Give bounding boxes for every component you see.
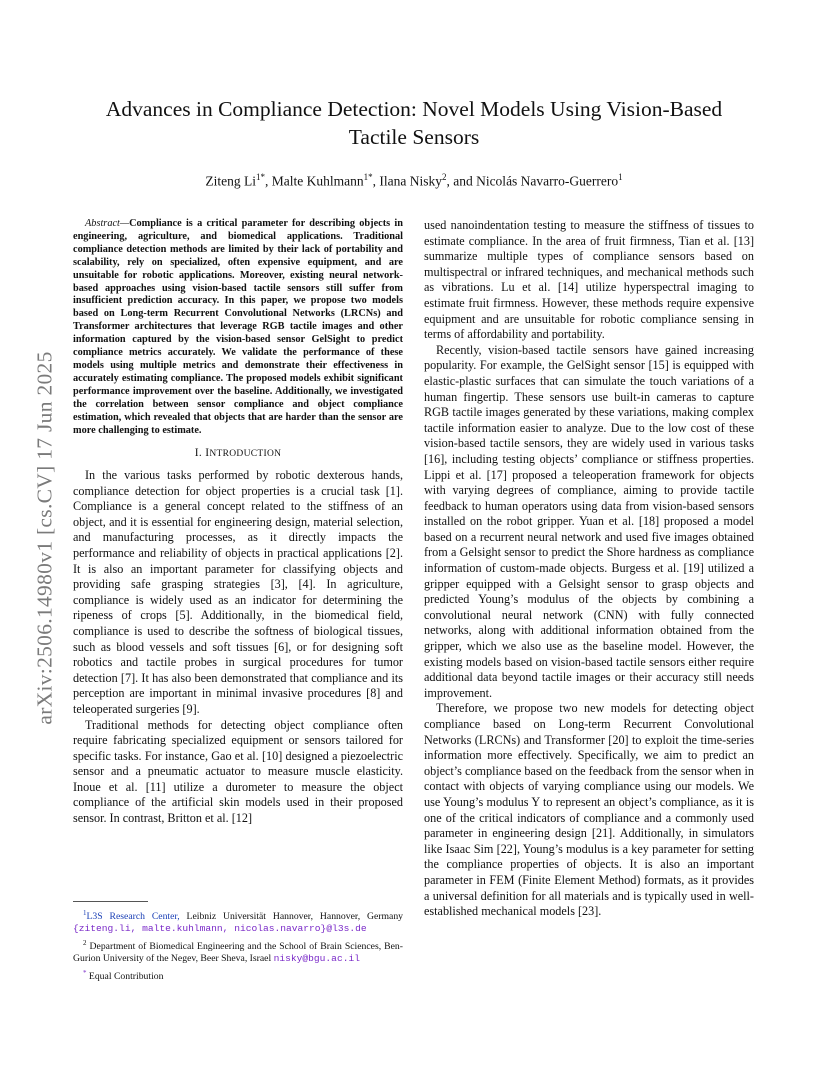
footnote-address: Leibniz Universität Hannover, Hannover, Germany [186, 911, 404, 923]
paragraph: In the various tasks performed by robotic dexterous hands, compliance detection for object properties is a crucial task [1]. Compliance is a general concept related to the stiffness of an object, and it is essential for engineering design, material selection, and manufacturing processes, as it directly impacts the performance and reliability of objects in practical applications [2]. It is also an important parameter for classifying objects and providing safe grasping strategies [3], [4]. In agriculture, compliance is widely used as an indicator for determining the ripeness of crops [5]. Additionally, in the biomedical field, compliance is used to describe the softness of biological tissues, such as blood vessels and soft tissues [6], or for designing soft robotics and tactile probes in surgical procedures for tumor detection [7]. It has also been demonstrated that compliance and its perception are important in minimal invasive procedures [8] and teleoperated surgeries [9]. [73, 468, 403, 716]
left-column [73, 218, 403, 827]
email-link[interactable]: nisky@bgu.ac.il [273, 953, 360, 965]
author-affiliation: 2 [441, 172, 447, 182]
author-name: Ilana Nisky [379, 173, 442, 189]
section-title-initial: I [205, 447, 210, 460]
paper-title: Advances in Compliance Detection: Novel Models Using Vision-Based Tactile Sensors [105, 97, 723, 149]
author-affiliation: 1* [363, 172, 373, 182]
footnote-text: Equal Contribution [88, 971, 164, 983]
footnote-rule [73, 901, 148, 902]
abstract-text: Compliance is a critical parameter for describing objects in engineering, agriculture, and biomedical applications. Traditional compliance detection methods are limited by their lack of portability and scalability, rely on specialized, often expensive equipment, and are unsuitable for robotic applications. Moreover, existing neural network-based approaches using vision-based tactile sensors still suffer from insufficient prediction accuracy. In this paper, we propose two models based on Long-term Recurrent Convolutional Networks (LRCNs) and Transformer architectures that leverage RGB tactile images and other information captured by the vision-based sensor GelSight to predict compliance metrics accurately. We validate the performance of these models using multiple metrics and demonstrate their effectiveness in accurately estimating compliance. The proposed models exhibit significant performance improvement over the baseline. Additionally, we investigated the correlation between sensor compliance and object compliance estimation, which revealed that objects that are harder than the sensor are more challenging to estimate. [73, 218, 403, 436]
footnotes [73, 907, 403, 986]
footnote-mark: * [83, 969, 87, 978]
footnote-equal [73, 967, 403, 983]
footnote-affiliation-2 [73, 937, 403, 965]
author-name: and Nicolás Navarro-Guerrero [453, 173, 619, 189]
org-link[interactable]: L3S Research Center, [86, 911, 180, 923]
arxiv-stamp-text: arXiv:2506.14980v1 [cs.CV] 17 Jun 2025 [32, 350, 57, 725]
author-name: Ziteng Li [205, 173, 256, 189]
paragraph: Recently, vision-based tactile sensors have gained increasing popularity. For example, the GelSight sensor [15] is equipped with elastic-plastic surfaces that can simulate the touch variations of a human fingertip. These sensors use built-in cameras to capture RGB tactile images generated by these variations, making complex tactile information easier to analyze. Due to the low cost of these vision-based tactile sensors, they are widely used in various tasks [16], including testing objects’ compliance or stiffness properties. Lippi et al. [17] proposed a teleoperation framework for objects with varying degrees of compliance, aiming to provide tactile feedback to human operators using data from vision-based sensors installed on the robot gripper. Yuan et al. [18] proposed a model based on a recurrent neural network and used five images obtained from a Gelsight sensor to predict the Shore hardness as compliance information of custom-made objects. Burgess et al. [19] utilized a gripper equipped with a Gelsight sensor to grasp objects and predicted Young’s modulus of the objects by combining a convolutional neural network (CNN) with fully connected networks, along with additional information obtained from the gripper, which we also use as the baseline model. However, the existing models based on vision-based tactile sensors either require additional data beyond tactile images or their accuracy still needs improvement. [424, 342, 754, 700]
author-affiliation: 1* [255, 172, 265, 182]
section-number: I. [194, 447, 203, 460]
paragraph: Traditional methods for detecting object compliance often require fabricating specialized equipment or sensors tailored for specific tasks. For instance, Gao et al. [10] designed a piezoelectric sensor and a pneumatic actuator to measure muscle elasticity. Inoue et al. [11] utilize a durometer to measure the object compliance of the artificial skin models used in their proposed sensor. In contrast, Britton et al. [12] [73, 717, 403, 826]
right-column [424, 218, 754, 920]
section-heading [73, 446, 403, 463]
author-name: Malte Kuhlmann [271, 173, 364, 189]
abstract-label: Abstract— [85, 218, 130, 229]
footnote-text: Department of Biomedical Engineering and the School of Brain Sciences, Ben-Gurion University of the Negev, Beer Sheva, Israel [73, 941, 403, 965]
section-title-rest: NTRODUCTION [209, 449, 282, 460]
footnote-mark: 2 [83, 939, 87, 948]
email-link[interactable]: {ziteng.li, malte.kuhlmann, nicolas.navarro}@l3s.de [73, 923, 367, 935]
abstract [73, 218, 403, 437]
arxiv-stamp [20, 300, 70, 775]
footnote-mark: 1 [83, 909, 87, 917]
paragraph: used nanoindentation testing to measure the stiffness of tissues to estimate compliance. In the area of fruit firmness, Tian et al. [13] summarize multiple types of compliance sensors based on multispectral or infrared techniques, and mechanical methods such as vibrations. Lu et al. [14] utilize hyperspectral imaging to estimate fruit firmness. However, these methods require expensive equipment and are unsuitable for robotic compliance sensing in terms of affordability and portability. [424, 218, 754, 342]
author-affiliation: 1 [618, 172, 623, 182]
footnote-affiliation-1 [73, 907, 403, 935]
paragraph: Therefore, we propose two new models for detecting object compliance based on Long-term Recurrent Convolutional Networks (LRCNs) and Transformer [20] to exploit the time-series information more effectively. Specifically, we aim to predict an object’s compliance based on the feedback from the sensor when in contact with objects of varying compliance using our models. We use Young’s modulus Y to represent an object’s compliance, as it is one of the critical indicators of compliance and a commonly used parameter in engineering design [21]. Additionally, in simulators like Isaac Sim [22], Young’s modulus is a key parameter for setting the compliance properties of objects. It is also an important parameter in FEM (Finite Element Method) formats, as it provides a universal definition for all materials and is typically used in well-established mechanical models [23]. [424, 701, 754, 919]
author-list: Ziteng $Li^{1*}$, Malte Kuhlmann$^{1*}$, Ilana Nisky$^2$, and Nicolás Navarro-Guerrero$^1$ [205, 172, 623, 189]
